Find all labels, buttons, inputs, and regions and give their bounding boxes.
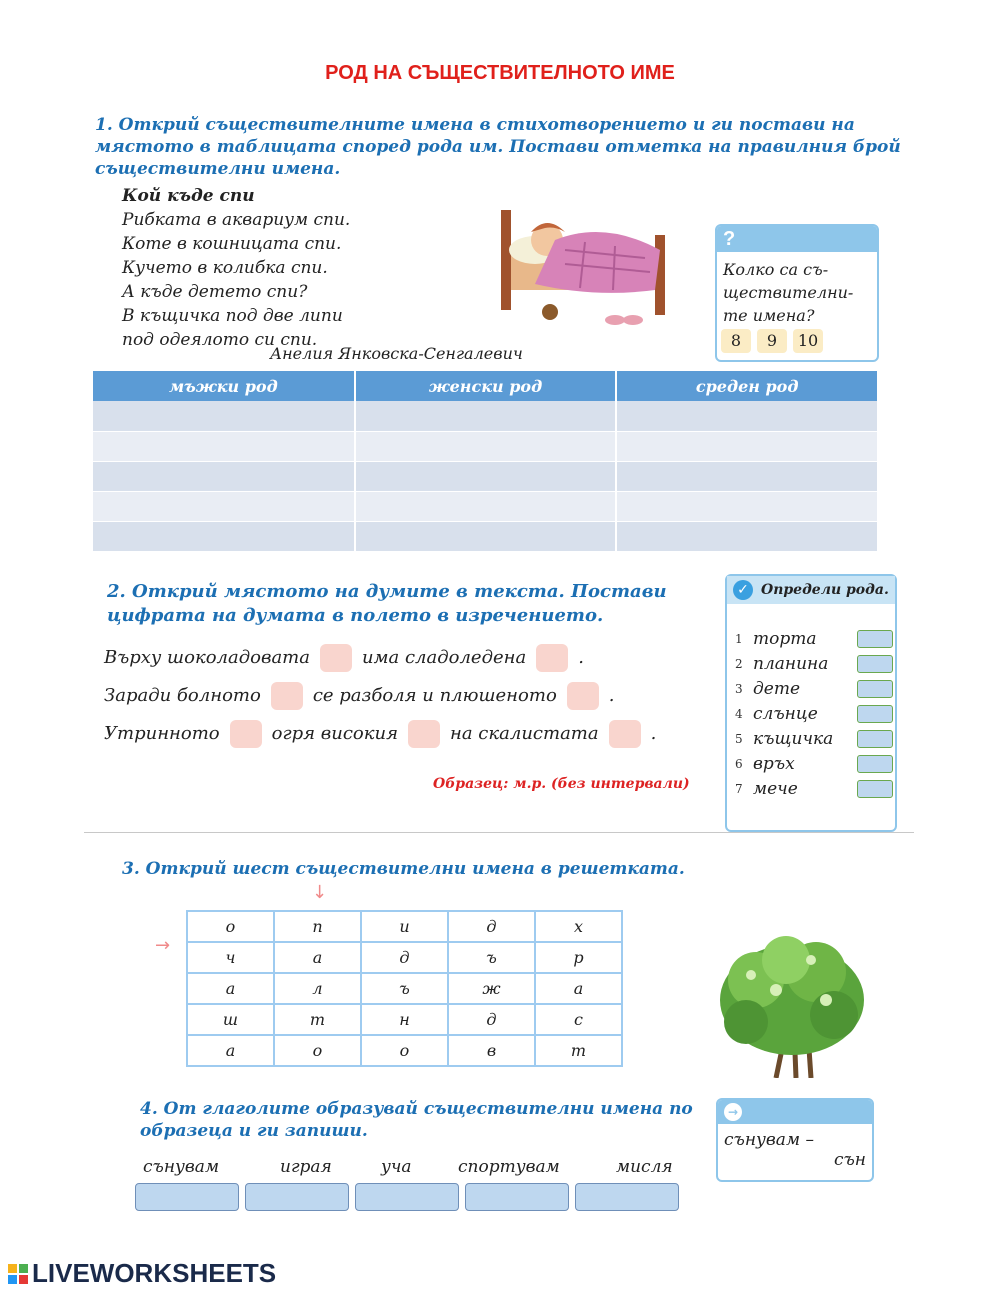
logo-text: LIVEWORKSHEETS bbox=[32, 1258, 277, 1288]
item-word: торта bbox=[753, 628, 817, 649]
question-line: те имена? bbox=[723, 306, 815, 325]
bush-illustration bbox=[716, 930, 868, 1078]
grid-cell[interactable]: д bbox=[448, 1004, 535, 1035]
question-icon: ? bbox=[717, 226, 877, 252]
poem-line: Коте в кошницата спи. bbox=[122, 234, 342, 254]
grid-cell[interactable]: л bbox=[274, 973, 361, 1004]
item-word: дете bbox=[753, 678, 801, 699]
answer-cell[interactable] bbox=[616, 521, 878, 551]
poem-line: Рибката в аквариум спи. bbox=[122, 210, 351, 230]
grid-cell[interactable]: о bbox=[187, 911, 274, 942]
header-masculine: мъжки род bbox=[93, 371, 355, 401]
noun-answer-field[interactable] bbox=[135, 1183, 239, 1211]
grid-cell[interactable]: ч bbox=[187, 942, 274, 973]
item-word: мече bbox=[753, 778, 798, 799]
gender-input[interactable] bbox=[857, 705, 893, 723]
gender-item bbox=[727, 651, 895, 676]
answer-cell[interactable] bbox=[355, 521, 617, 551]
gender-box-header bbox=[727, 576, 895, 604]
liveworksheets-logo bbox=[8, 1258, 276, 1289]
verb-label: играя bbox=[280, 1157, 332, 1177]
page-title: РОД НА СЪЩЕСТВИТЕЛНОТО ИМЕ bbox=[325, 62, 675, 84]
poem-line: В къщичка под две липи bbox=[122, 306, 343, 326]
grid-cell[interactable]: о bbox=[361, 1035, 448, 1066]
task1-line2: мястото в таблицата според рода им. Постави отметка на правилния брой bbox=[95, 137, 901, 157]
answer-cell[interactable] bbox=[355, 461, 617, 491]
gender-input[interactable] bbox=[857, 680, 893, 698]
answer-field[interactable] bbox=[567, 682, 599, 710]
grid-cell[interactable]: о bbox=[274, 1035, 361, 1066]
arrow-right-circle-icon: → bbox=[724, 1103, 742, 1121]
grid-cell[interactable]: т bbox=[535, 1035, 622, 1066]
arrow-down-icon: ↓ bbox=[312, 882, 328, 903]
grid-cell[interactable]: с bbox=[535, 1004, 622, 1035]
grid-cell[interactable]: и bbox=[361, 911, 448, 942]
answer-cell[interactable] bbox=[93, 521, 355, 551]
sentence-text: се разболя и плюшеното bbox=[312, 685, 557, 706]
verb-label: мисля bbox=[616, 1157, 673, 1177]
answer-field[interactable] bbox=[230, 720, 262, 748]
task1-line3: съществителни имена. bbox=[95, 159, 341, 179]
answer-cell[interactable] bbox=[616, 401, 878, 431]
answer-cell[interactable] bbox=[93, 461, 355, 491]
sample-verb: сънувам – bbox=[724, 1130, 814, 1150]
poem-line: А къде детето спи? bbox=[122, 282, 308, 302]
question-line: ществителни- bbox=[723, 283, 854, 302]
item-number: 5 bbox=[735, 731, 743, 746]
item-number: 4 bbox=[735, 706, 743, 721]
answer-cell[interactable] bbox=[616, 461, 878, 491]
grid-cell[interactable]: ш bbox=[187, 1004, 274, 1035]
answer-cell[interactable] bbox=[93, 431, 355, 461]
item-number: 1 bbox=[735, 631, 743, 646]
sentence-text: . bbox=[578, 647, 584, 668]
sample-box bbox=[716, 1098, 874, 1182]
gender-input[interactable] bbox=[857, 630, 893, 648]
grid-cell[interactable]: д bbox=[361, 942, 448, 973]
sample-noun: сън bbox=[833, 1150, 866, 1170]
letter-grid bbox=[186, 910, 623, 1067]
gender-item bbox=[727, 701, 895, 726]
sentence-text: на скалистата bbox=[450, 723, 599, 744]
grid-cell[interactable]: ъ bbox=[448, 942, 535, 973]
task2-line2: цифрата на думата в полето в изречението. bbox=[107, 605, 604, 626]
answer-field[interactable] bbox=[536, 644, 568, 672]
answer-cell[interactable] bbox=[616, 491, 878, 521]
gender-box-title: Определи рода. bbox=[761, 582, 889, 598]
gender-item bbox=[727, 676, 895, 701]
gender-item bbox=[727, 751, 895, 776]
grid-cell[interactable]: ъ bbox=[361, 973, 448, 1004]
section-divider bbox=[84, 832, 914, 833]
count-option-8[interactable]: 8 bbox=[721, 329, 751, 353]
noun-answer-field[interactable] bbox=[465, 1183, 569, 1211]
task4-line1: 4. От глаголите образувай съществителни имена по bbox=[140, 1099, 693, 1119]
item-word: планина bbox=[753, 653, 829, 674]
poem bbox=[122, 184, 350, 352]
sentence-text: . bbox=[608, 685, 615, 706]
item-number: 2 bbox=[735, 656, 743, 671]
task2-line1: 2. Открий мястото на думите в текста. Постави bbox=[107, 581, 667, 602]
header-feminine: женски род bbox=[355, 371, 617, 401]
gender-item bbox=[727, 776, 895, 801]
gender-table bbox=[93, 371, 879, 552]
question-text bbox=[717, 252, 877, 327]
question-line: Колко са съ- bbox=[723, 260, 829, 279]
grid-cell[interactable]: п bbox=[274, 911, 361, 942]
item-number: 3 bbox=[735, 681, 743, 696]
gender-input[interactable] bbox=[857, 780, 893, 798]
item-word: връх bbox=[753, 753, 795, 774]
sleeping-child-illustration bbox=[495, 180, 675, 330]
verb-label: уча bbox=[381, 1157, 412, 1177]
grid-cell[interactable]: а bbox=[535, 973, 622, 1004]
sentence-text: Утринното bbox=[104, 723, 220, 744]
answer-cell[interactable] bbox=[616, 431, 878, 461]
gender-input[interactable] bbox=[857, 755, 893, 773]
answer-cell[interactable] bbox=[93, 401, 355, 431]
sample-note: Образец: м.р. (без интервали) bbox=[433, 776, 690, 792]
grid-cell[interactable]: а bbox=[274, 942, 361, 973]
grid-cell[interactable]: н bbox=[361, 1004, 448, 1035]
answer-field[interactable] bbox=[320, 644, 352, 672]
poem-title: Кой къде спи bbox=[122, 186, 255, 206]
count-question-box bbox=[715, 224, 879, 362]
task4-instructions bbox=[140, 1098, 693, 1142]
gender-item bbox=[727, 626, 895, 651]
grid-cell[interactable]: р bbox=[535, 942, 622, 973]
grid-cell[interactable]: т bbox=[274, 1004, 361, 1035]
sample-box-header bbox=[718, 1100, 872, 1124]
sentence-text: Върху шоколадовата bbox=[104, 647, 310, 668]
answer-field[interactable] bbox=[609, 720, 641, 748]
noun-answer-field[interactable] bbox=[575, 1183, 679, 1211]
verb-label: сънувам bbox=[143, 1157, 220, 1177]
grid-cell[interactable]: д bbox=[448, 911, 535, 942]
grid-cell[interactable]: в bbox=[448, 1035, 535, 1066]
task2-instructions bbox=[107, 580, 667, 628]
grid-cell[interactable]: ж bbox=[448, 973, 535, 1004]
verb-label: спортувам bbox=[458, 1157, 560, 1177]
gender-box bbox=[725, 574, 897, 832]
sentence-1 bbox=[104, 644, 584, 672]
sentence-2 bbox=[104, 682, 615, 710]
gender-input[interactable] bbox=[857, 655, 893, 673]
grid-cell[interactable]: х bbox=[535, 911, 622, 942]
grid-cell[interactable]: а bbox=[187, 973, 274, 1004]
count-option-10[interactable]: 10 bbox=[793, 329, 823, 353]
item-number: 6 bbox=[735, 756, 743, 771]
sentence-3 bbox=[104, 720, 656, 748]
task1-instructions bbox=[95, 114, 901, 180]
count-option-9[interactable]: 9 bbox=[757, 329, 787, 353]
sentence-text: . bbox=[650, 723, 657, 744]
gender-item bbox=[727, 726, 895, 751]
noun-answer-field[interactable] bbox=[245, 1183, 349, 1211]
poem-line: Кучето в колибка спи. bbox=[122, 258, 328, 278]
sentence-text: има сладоледена bbox=[361, 647, 527, 668]
answer-field[interactable] bbox=[271, 682, 303, 710]
check-icon: ✓ bbox=[733, 580, 753, 600]
sentence-text: огря високия bbox=[271, 723, 398, 744]
logo-icon bbox=[8, 1264, 28, 1284]
noun-answer-field[interactable] bbox=[355, 1183, 459, 1211]
sentence-text: Заради болното bbox=[104, 685, 261, 706]
answer-cell[interactable] bbox=[355, 491, 617, 521]
answer-cell[interactable] bbox=[355, 401, 617, 431]
item-word: слънце bbox=[753, 703, 818, 724]
task4-line2: образеца и ги запиши. bbox=[140, 1121, 368, 1141]
answer-field[interactable] bbox=[408, 720, 440, 748]
item-number: 7 bbox=[735, 781, 743, 796]
header-neuter: среден род bbox=[616, 371, 878, 401]
poem-line: под одеялото си спи. bbox=[122, 330, 318, 350]
answer-cell[interactable] bbox=[355, 431, 617, 461]
item-word: къщичка bbox=[753, 728, 834, 749]
answer-cell[interactable] bbox=[93, 491, 355, 521]
poem-author: Анелия Янковска-Сенгалевич bbox=[270, 344, 523, 363]
arrow-right-icon: → bbox=[155, 935, 171, 956]
task1-line1: 1. Открий съществителните имена в стихотворението и ги постави на bbox=[95, 115, 855, 135]
grid-cell[interactable]: а bbox=[187, 1035, 274, 1066]
gender-input[interactable] bbox=[857, 730, 893, 748]
task3-instructions: 3. Открий шест съществителни имена в решетката. bbox=[122, 859, 685, 879]
